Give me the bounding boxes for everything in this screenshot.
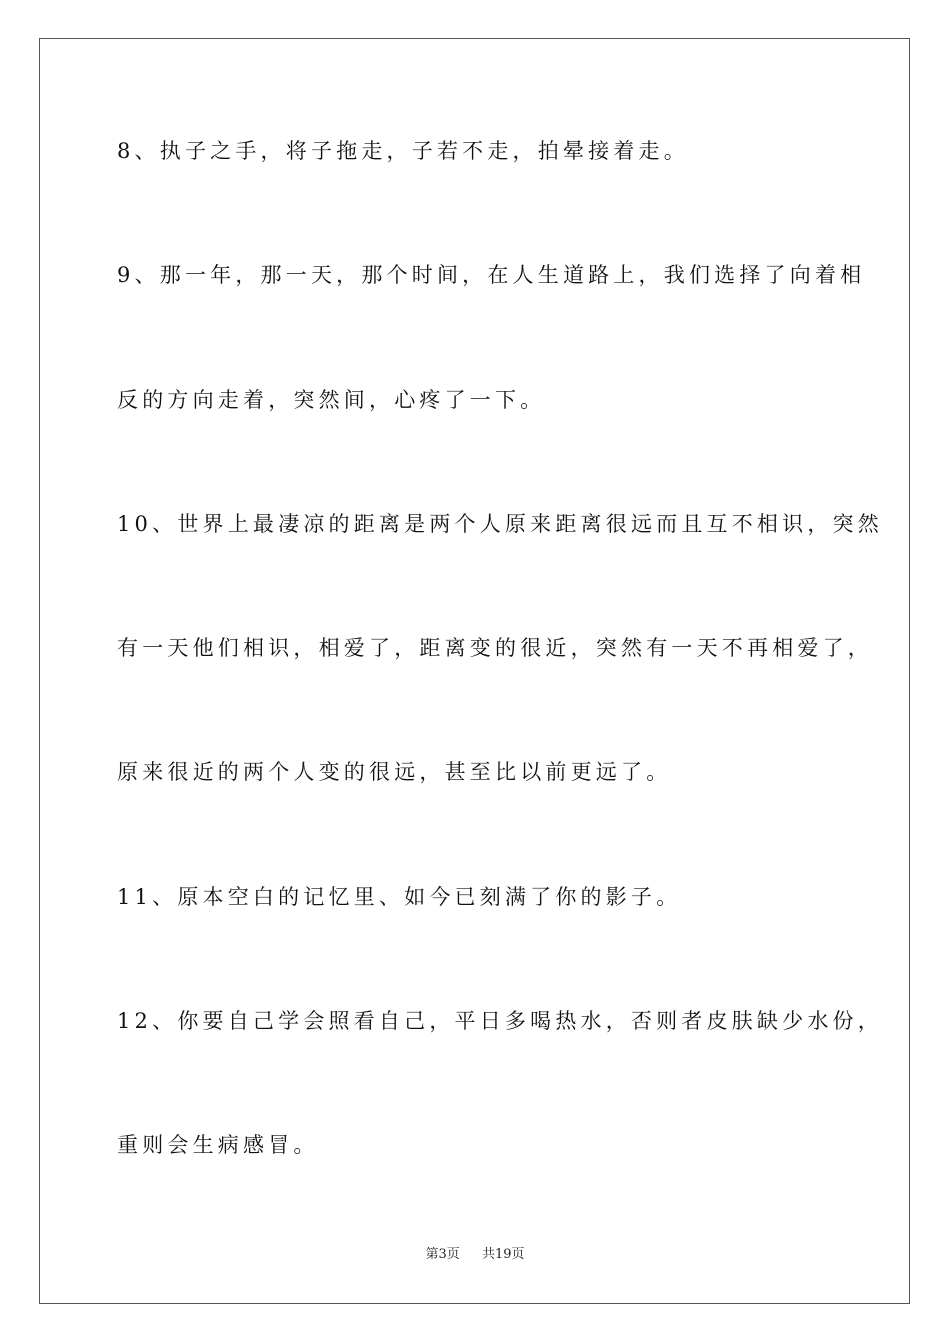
text-line: 11、原本空白的记忆里、如今已刻满了你的影子。 bbox=[117, 885, 682, 909]
page-frame bbox=[39, 38, 910, 1304]
page-footer bbox=[0, 1246, 950, 1264]
text-line: 有一天他们相识，相爱了，距离变的很近，突然有一天不再相爱了， bbox=[117, 636, 873, 660]
page-total: 共19页 bbox=[482, 1247, 525, 1262]
text-line: 12、你要自己学会照看自己，平日多喝热水，否则者皮肤缺少水份， bbox=[117, 1009, 883, 1033]
text-line: 重则会生病感冒。 bbox=[117, 1133, 319, 1157]
text-line: 原来很近的两个人变的很远，甚至比以前更远了。 bbox=[117, 760, 672, 784]
text-line: 8、执子之手，将子拖走，子若不走，拍晕接着走。 bbox=[117, 139, 689, 163]
text-line: 反的方向走着，突然间，心疼了一下。 bbox=[117, 388, 546, 412]
text-line: 10、世界上最凄凉的距离是两个人原来距离很远而且互不相识，突然 bbox=[117, 512, 883, 536]
page-number: 第3页 bbox=[425, 1247, 460, 1262]
text-line: 9、那一年，那一天，那个时间，在人生道路上，我们选择了向着相 bbox=[117, 263, 866, 287]
